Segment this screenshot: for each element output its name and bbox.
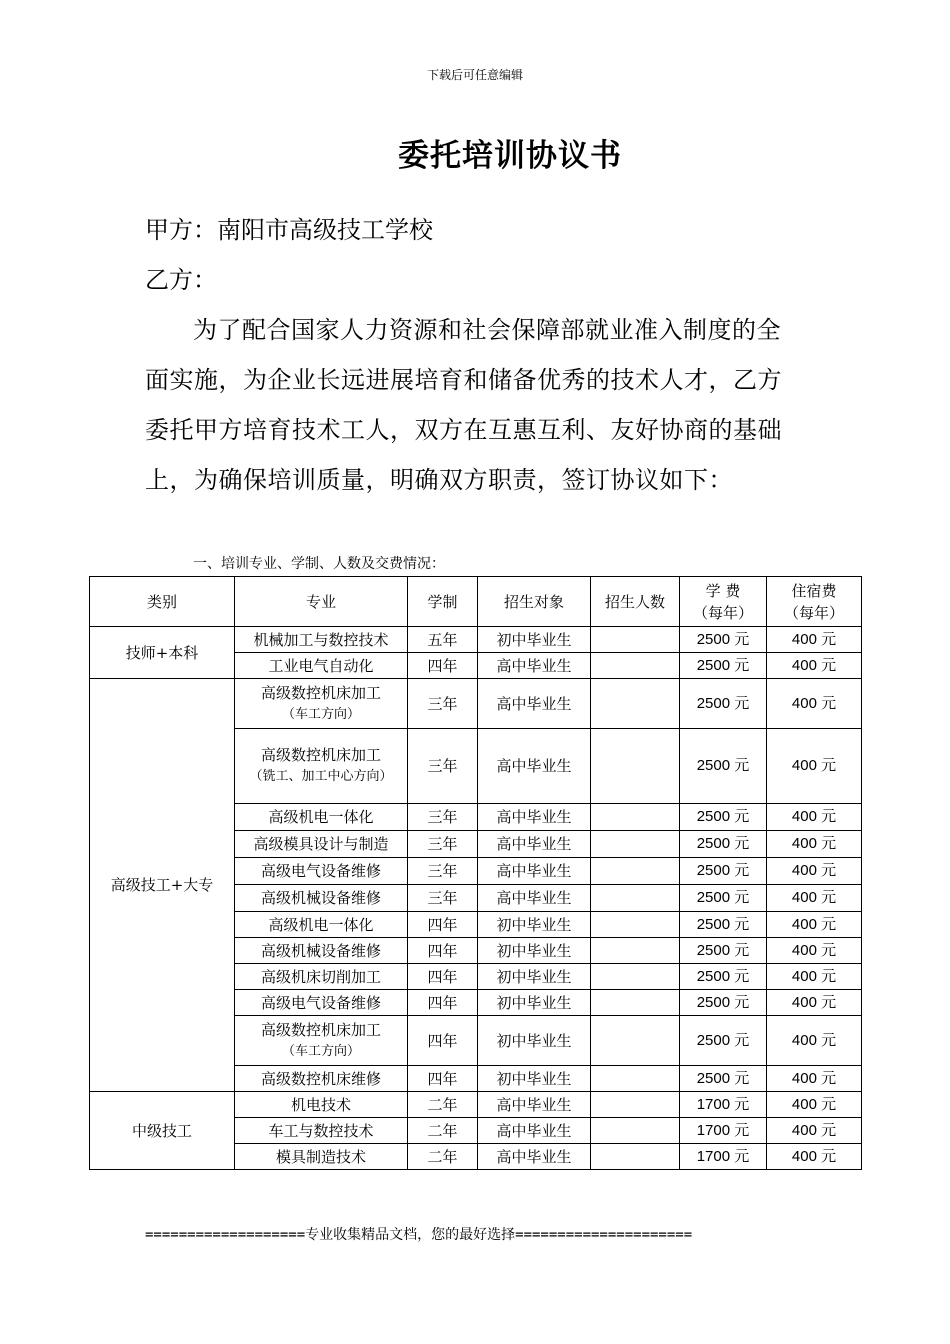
major-name: 模具制造技术 bbox=[275, 1147, 366, 1166]
duration-cell: 二年 bbox=[408, 1118, 478, 1144]
duration-cell: 四年 bbox=[408, 964, 478, 990]
count-cell bbox=[591, 804, 680, 831]
count-cell bbox=[591, 1016, 680, 1066]
count-cell bbox=[591, 1092, 680, 1118]
major-name: 高级数控机床加工 bbox=[260, 683, 381, 702]
major-cell bbox=[235, 858, 408, 885]
major-name: 高级机械设备维修 bbox=[260, 941, 381, 960]
lodging-cell: 400 元 bbox=[767, 858, 862, 885]
lodging-cell: 400 元 bbox=[767, 729, 862, 804]
duration-cell: 四年 bbox=[408, 1066, 478, 1092]
table-header-row bbox=[90, 577, 862, 627]
major-name: 工业电气自动化 bbox=[268, 656, 374, 675]
footer-banner: ===================专业收集精品文档，您的最好选择===================== bbox=[145, 1227, 693, 1243]
count-cell bbox=[591, 938, 680, 964]
major-cell bbox=[235, 831, 408, 858]
target-cell: 高中毕业生 bbox=[478, 1092, 591, 1118]
major-direction: （车工方向） bbox=[281, 706, 360, 722]
major-cell bbox=[235, 938, 408, 964]
major-cell bbox=[235, 679, 408, 729]
table-row bbox=[90, 1092, 862, 1118]
lodging-cell: 400 元 bbox=[767, 990, 862, 1016]
count-cell bbox=[591, 627, 680, 653]
category-cell: 中级技工 bbox=[90, 1092, 235, 1170]
intro-paragraph: 为了配合国家人力资源和社会保障部就业准入制度的全面实施，为企业长远进展培育和储备优秀的技术人才，乙方委托甲方培育技术工人，双方在互惠互利、友好协商的基础上，为确保培训质量，明确双方职责，签订协议如下： bbox=[145, 316, 782, 494]
major-cell bbox=[235, 990, 408, 1016]
fee-table bbox=[89, 576, 862, 1170]
count-cell bbox=[591, 1118, 680, 1144]
duration-cell: 四年 bbox=[408, 938, 478, 964]
count-cell bbox=[591, 729, 680, 804]
duration-cell: 三年 bbox=[408, 885, 478, 912]
tuition-cell: 2500 元 bbox=[680, 804, 767, 831]
duration-cell: 五年 bbox=[408, 627, 478, 653]
tuition-cell: 2500 元 bbox=[680, 1016, 767, 1066]
header-lodging-line2: （每年） bbox=[783, 603, 844, 622]
count-cell bbox=[591, 831, 680, 858]
major-name: 高级数控机床维修 bbox=[260, 1069, 381, 1088]
target-cell: 初中毕业生 bbox=[478, 1016, 591, 1066]
duration-cell: 三年 bbox=[408, 679, 478, 729]
lodging-cell: 400 元 bbox=[767, 1092, 862, 1118]
party-a-line: 甲方：南阳市高级技工学校 bbox=[145, 216, 433, 244]
count-cell bbox=[591, 885, 680, 912]
count-cell bbox=[591, 964, 680, 990]
target-cell: 高中毕业生 bbox=[478, 679, 591, 729]
tuition-cell: 2500 元 bbox=[680, 627, 767, 653]
lodging-cell: 400 元 bbox=[767, 1066, 862, 1092]
tuition-cell: 2500 元 bbox=[680, 858, 767, 885]
count-cell bbox=[591, 858, 680, 885]
major-cell bbox=[235, 1144, 408, 1170]
target-cell: 高中毕业生 bbox=[478, 653, 591, 679]
duration-cell: 三年 bbox=[408, 831, 478, 858]
major-name: 高级机电一体化 bbox=[268, 808, 374, 826]
target-cell: 初中毕业生 bbox=[478, 964, 591, 990]
header-tuition bbox=[680, 577, 767, 627]
duration-cell: 三年 bbox=[408, 729, 478, 804]
duration-cell: 三年 bbox=[408, 804, 478, 831]
major-name: 机电技术 bbox=[290, 1095, 351, 1114]
table-row bbox=[90, 679, 862, 729]
tuition-cell: 2500 元 bbox=[680, 885, 767, 912]
major-cell bbox=[235, 1016, 408, 1066]
target-cell: 高中毕业生 bbox=[478, 1144, 591, 1170]
major-name: 高级电气设备维修 bbox=[260, 862, 381, 880]
tuition-cell: 2500 元 bbox=[680, 831, 767, 858]
count-cell bbox=[591, 653, 680, 679]
target-cell: 高中毕业生 bbox=[478, 804, 591, 831]
category-cell: 技师+本科 bbox=[90, 627, 235, 679]
table-row bbox=[90, 627, 862, 653]
lodging-cell: 400 元 bbox=[767, 938, 862, 964]
lodging-cell: 400 元 bbox=[767, 964, 862, 990]
duration-cell: 二年 bbox=[408, 1144, 478, 1170]
major-direction: （铣工、加工中心方向） bbox=[249, 769, 393, 784]
header-lodging bbox=[767, 577, 862, 627]
major-name: 机械加工与数控技术 bbox=[253, 630, 389, 649]
major-cell bbox=[235, 1092, 408, 1118]
target-cell: 初中毕业生 bbox=[478, 627, 591, 653]
count-cell bbox=[591, 679, 680, 729]
major-cell bbox=[235, 1066, 408, 1092]
tuition-cell: 2500 元 bbox=[680, 679, 767, 729]
major-cell bbox=[235, 912, 408, 938]
major-name: 高级电气设备维修 bbox=[260, 993, 381, 1012]
header-note: 下载后可任意编辑 bbox=[426, 68, 523, 82]
lodging-cell: 400 元 bbox=[767, 1118, 862, 1144]
lodging-cell: 400 元 bbox=[767, 912, 862, 938]
tuition-cell: 2500 元 bbox=[680, 964, 767, 990]
target-cell: 高中毕业生 bbox=[478, 831, 591, 858]
major-cell bbox=[235, 964, 408, 990]
lodging-cell: 400 元 bbox=[767, 679, 862, 729]
lodging-cell: 400 元 bbox=[767, 1144, 862, 1170]
lodging-cell: 400 元 bbox=[767, 831, 862, 858]
target-cell: 高中毕业生 bbox=[478, 1118, 591, 1144]
duration-cell: 四年 bbox=[408, 912, 478, 938]
header-category: 类别 bbox=[90, 577, 235, 627]
header-lodging-line1: 住宿费 bbox=[791, 581, 837, 600]
header-target: 招生对象 bbox=[478, 577, 591, 627]
target-cell: 高中毕业生 bbox=[478, 729, 591, 804]
major-cell bbox=[235, 627, 408, 653]
major-name: 车工与数控技术 bbox=[268, 1121, 374, 1140]
target-cell: 初中毕业生 bbox=[478, 990, 591, 1016]
duration-cell: 三年 bbox=[408, 858, 478, 885]
major-name: 高级机械设备维修 bbox=[260, 889, 381, 907]
target-cell: 高中毕业生 bbox=[478, 858, 591, 885]
lodging-cell: 400 元 bbox=[767, 653, 862, 679]
party-b-line: 乙方： bbox=[145, 266, 217, 294]
count-cell bbox=[591, 912, 680, 938]
target-cell: 高中毕业生 bbox=[478, 885, 591, 912]
major-cell bbox=[235, 804, 408, 831]
header-tuition-line1: 学 费 bbox=[705, 581, 741, 600]
duration-cell: 四年 bbox=[408, 990, 478, 1016]
count-cell bbox=[591, 990, 680, 1016]
count-cell bbox=[591, 1144, 680, 1170]
tuition-cell: 2500 元 bbox=[680, 990, 767, 1016]
major-name: 高级模具设计与制造 bbox=[253, 835, 389, 853]
major-name: 高级机床切削加工 bbox=[260, 967, 381, 986]
header-tuition-line2: （每年） bbox=[692, 603, 753, 622]
count-cell bbox=[591, 1066, 680, 1092]
tuition-cell: 1700 元 bbox=[680, 1092, 767, 1118]
major-cell bbox=[235, 729, 408, 804]
lodging-cell: 400 元 bbox=[767, 1016, 862, 1066]
duration-cell: 四年 bbox=[408, 1016, 478, 1066]
duration-cell: 二年 bbox=[408, 1092, 478, 1118]
tuition-cell: 1700 元 bbox=[680, 1118, 767, 1144]
document-title: 委托培训协议书 bbox=[398, 138, 622, 174]
tuition-cell: 2500 元 bbox=[680, 653, 767, 679]
tuition-cell: 2500 元 bbox=[680, 912, 767, 938]
major-name: 高级机电一体化 bbox=[268, 915, 374, 934]
tuition-cell: 2500 元 bbox=[680, 938, 767, 964]
major-direction: （车工方向） bbox=[281, 1043, 360, 1059]
tuition-cell: 2500 元 bbox=[680, 1066, 767, 1092]
section-heading: 一、培训专业、学制、人数及交费情况： bbox=[193, 556, 445, 572]
duration-cell: 四年 bbox=[408, 653, 478, 679]
target-cell: 初中毕业生 bbox=[478, 938, 591, 964]
lodging-cell: 400 元 bbox=[767, 627, 862, 653]
major-name: 高级数控机床加工 bbox=[260, 1020, 381, 1039]
category-cell: 高级技工+大专 bbox=[90, 679, 235, 1092]
major-cell bbox=[235, 653, 408, 679]
major-cell bbox=[235, 885, 408, 912]
header-count: 招生人数 bbox=[591, 577, 680, 627]
major-name: 高级数控机床加工 bbox=[260, 746, 381, 764]
lodging-cell: 400 元 bbox=[767, 804, 862, 831]
header-major: 专业 bbox=[235, 577, 408, 627]
target-cell: 初中毕业生 bbox=[478, 1066, 591, 1092]
lodging-cell: 400 元 bbox=[767, 885, 862, 912]
target-cell: 初中毕业生 bbox=[478, 912, 591, 938]
tuition-cell: 2500 元 bbox=[680, 729, 767, 804]
major-cell bbox=[235, 1118, 408, 1144]
tuition-cell: 1700 元 bbox=[680, 1144, 767, 1170]
header-duration: 学制 bbox=[408, 577, 478, 627]
